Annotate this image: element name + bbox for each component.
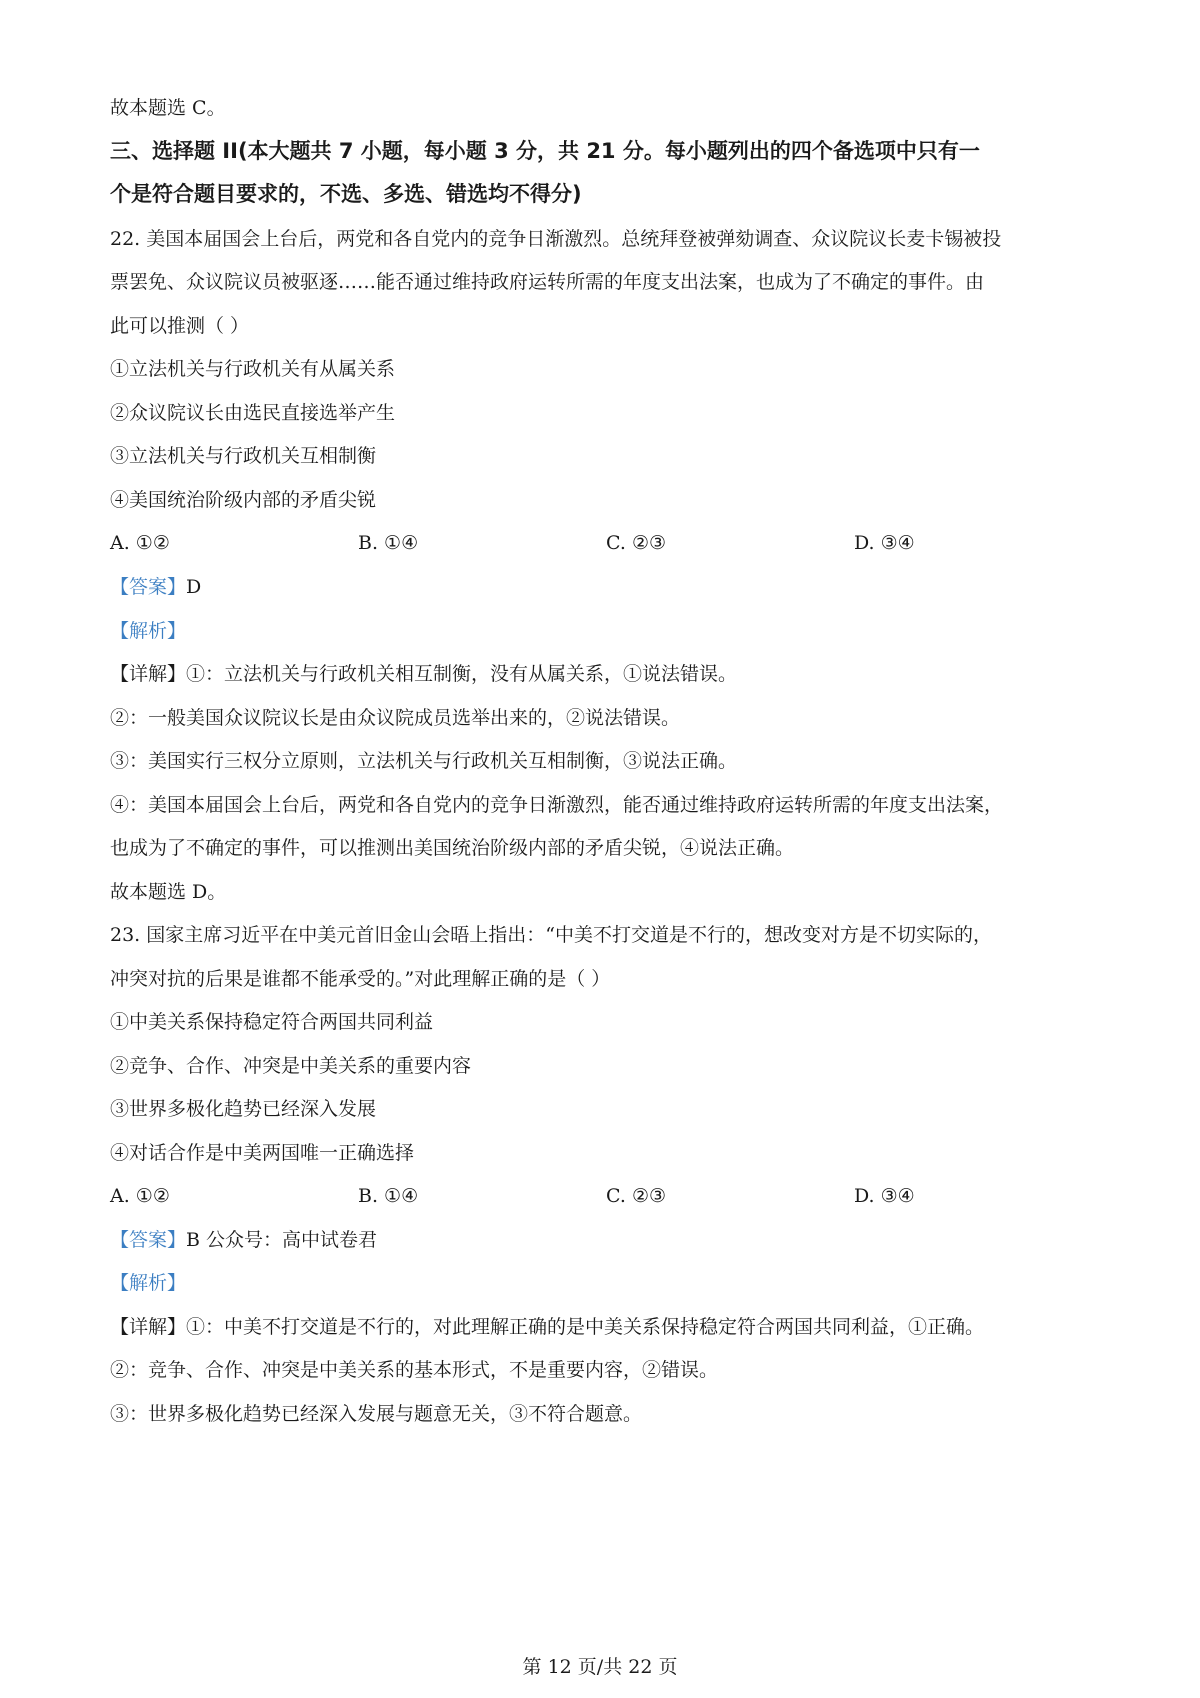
section-heading-line2: 个是符合题目要求的，不选、多选、错选均不得分) (110, 182, 582, 206)
q22-option-d: D. ③④ (854, 532, 915, 554)
q22-statement-1: ①立法机关与行政机关有从属关系 (110, 358, 396, 380)
q23-option-c: C. ②③ (606, 1185, 667, 1207)
q22-statement-3: ③立法机关与行政机关互相制衡 (110, 445, 377, 467)
q22-detail-4-line1: ④：美国本届国会上台后，两党和各自党内的竞争日渐激烈，能否通过维持政府运转所需的年度支出法案， (110, 794, 1004, 816)
q23-detail-2: ②：竞争、合作、冲突是中美关系的基本形式，不是重要内容，②错误。 (110, 1359, 719, 1381)
q22-detail-4-line2: 也成为了不确定的事件，可以推测出美国统治阶级内部的矛盾尖锐，④说法正确。 (110, 837, 795, 859)
q23-analysis-heading (110, 1270, 1104, 1296)
answer-value: B 公众号：高中试卷君 (186, 1229, 378, 1251)
q23-statement-3: ③世界多极化趋势已经深入发展 (110, 1098, 377, 1120)
q23-stem-line2: 冲突对抗的后果是谁都不能承受的。”对此理解正确的是（ ） (110, 968, 611, 990)
q22-stem-line3: 此可以推测（ ） (110, 315, 250, 337)
q22-detail-2: ②：一般美国众议院议长是由众议院成员选举出来的，②说法错误。 (110, 707, 681, 729)
analysis-tag: 【解析】 (110, 620, 187, 642)
q23-options (110, 1183, 1104, 1209)
q23-statement-4: ④对话合作是中美两国唯一正确选择 (110, 1142, 415, 1164)
q22-stem-line1: 22. 美国本届国会上台后，两党和各自党内的竞争日渐激烈。总统拜登被弹劾调查、众议院议长麦卡锡被投 (110, 228, 1002, 250)
answer-tag: 【答案】 (110, 576, 187, 598)
analysis-tag: 【解析】 (110, 1272, 187, 1294)
q23-detail-1: 【详解】①：中美不打交道是不行的，对此理解正确的是中美关系保持稳定符合两国共同利益，①正确。 (110, 1316, 985, 1338)
q23-option-a: A. ①② (110, 1185, 170, 1207)
q22-statement-4: ④美国统治阶级内部的矛盾尖锐 (110, 489, 377, 511)
q23-statement-1: ①中美关系保持稳定符合两国共同利益 (110, 1011, 434, 1033)
q23-answer (110, 1227, 1104, 1253)
section-heading-line1: 三、选择题 II(本大题共 7 小题，每小题 3 分，共 21 分。每小题列出的四个备选项中只有一 (110, 139, 980, 163)
q23-detail-3: ③：世界多极化趋势已经深入发展与题意无关，③不符合题意。 (110, 1403, 643, 1425)
q22-detail-3: ③：美国实行三权分立原则，立法机关与行政机关互相制衡，③说法正确。 (110, 750, 738, 772)
answer-value: D (186, 576, 202, 598)
q22-analysis-heading (110, 618, 1104, 644)
page-footer: 第 12 页/共 22 页 (522, 1656, 678, 1678)
conclusion-21: 故本题选 C。 (110, 97, 226, 119)
q23-statement-2: ②竞争、合作、冲突是中美关系的重要内容 (110, 1055, 472, 1077)
q22-option-b: B. ①④ (358, 532, 419, 554)
q23-stem-line1: 23. 国家主席习近平在中美元首旧金山会晤上指出：“中美不打交道是不行的，想改变对方是不切实际的， (110, 924, 992, 946)
q22-detail-1: 【详解】①：立法机关与行政机关相互制衡，没有从属关系，①说法错误。 (110, 663, 738, 685)
q22-options (110, 530, 1104, 556)
q22-statement-2: ②众议院议长由选民直接选举产生 (110, 402, 396, 424)
answer-tag: 【答案】 (110, 1229, 187, 1251)
q22-option-c: C. ②③ (606, 532, 667, 554)
q23-option-b: B. ①④ (358, 1185, 419, 1207)
q22-stem-line2: 票罢免、众议院议员被驱逐……能否通过维持政府运转所需的年度支出法案，也成为了不确定的事件。由 (110, 271, 985, 293)
q22-option-a: A. ①② (110, 532, 170, 554)
q23-option-d: D. ③④ (854, 1185, 915, 1207)
q22-conclusion: 故本题选 D。 (110, 881, 227, 903)
q22-answer (110, 574, 1104, 600)
